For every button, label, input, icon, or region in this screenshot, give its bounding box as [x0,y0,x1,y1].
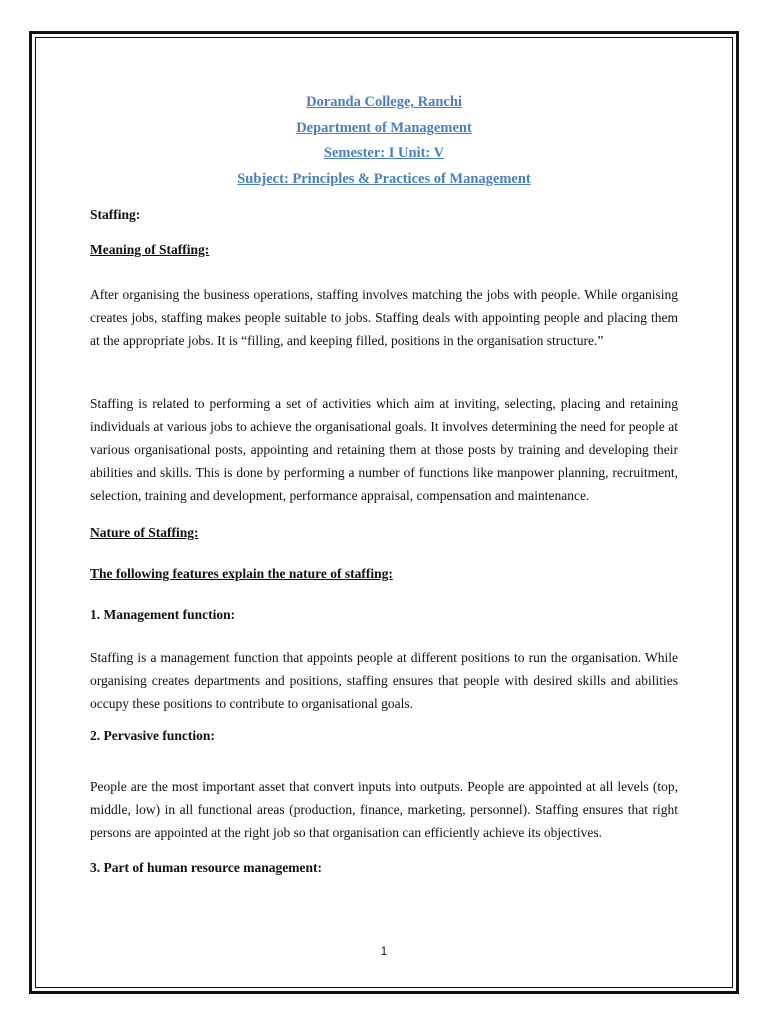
document-body [90,90,678,875]
paragraph-meaning-2: Staffing is related to performing a set of activities which aim at inviting, selecting, placing and retaining individuals at various jobs to achieve the organisational goals. It involves determining the need for people at various organisational posts, appointing and retaining them at those posts by training and developing their abilities and skills. This is done by performing a number of functions like manpower planning, recruitment, selection, training and development, performance appraisal, compensation and maintenance. [90,396,678,503]
paragraph-meaning-1: After organising the business operations, staffing involves matching the jobs with people. While organising creates jobs, staffing makes people suitable to jobs. Staffing deals with appointing people and placing them at the appropriate jobs. It is “filling, and keeping filled, positions in the organisation structure.” [90,287,678,348]
department-name: Department of Management [296,119,472,136]
heading-features: The following features explain the nature of staffing: [90,566,393,581]
heading-pervasive-function: 2. Pervasive function: [90,728,215,743]
heading-meaning-of-staffing: Meaning of Staffing: [90,242,210,257]
subject-title: Subject: Principles & Practices of Management [237,170,531,187]
college-name: Doranda College, Ranchi [306,94,462,110]
heading-staffing: Staffing: [90,207,141,222]
paragraph-management-function: Staffing is a management function that appoints people at different positions to run the organisation. While organising creates departments and positions, staffing ensures that people with desired skills and abilities occupy these positions to contribute to organisational goals. [90,650,678,711]
heading-part-of-hrm: 3. Part of human resource management: [90,860,322,875]
heading-management-function: 1. Management function: [90,607,236,622]
document-header [90,90,678,192]
heading-nature-of-staffing: Nature of Staffing: [90,525,199,540]
semester-unit: Semester: I Unit: V [323,145,445,161]
paragraph-pervasive-function: People are the most important asset that convert inputs into outputs. People are appointed at all levels (top, middle, low) in all functional areas (production, finance, marketing, personnel). Staffing ensures that right persons are appointed at the right job so that organisation can efficiently achieve its objectives. [90,779,678,840]
page-number: 1 [380,944,388,958]
